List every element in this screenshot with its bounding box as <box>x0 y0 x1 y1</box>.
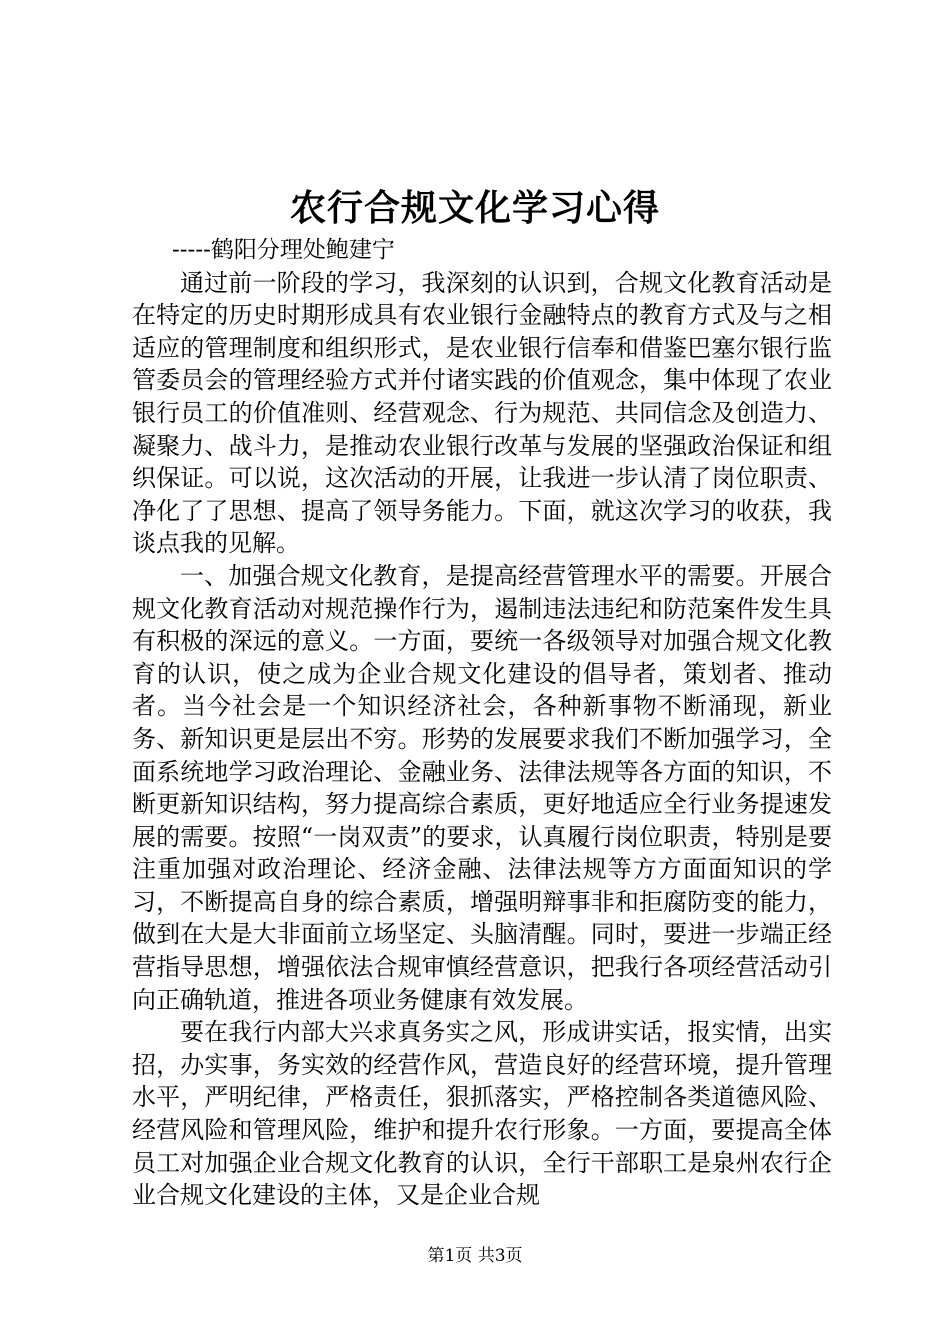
page-footer: 第1页 共3页 <box>427 1246 523 1266</box>
document-body <box>132 234 832 1212</box>
paragraph-section-one: 一、加强合规文化教育，是提高经营管理水平的需要。开展合规文化教育活动对规范操作行为，遏制违法违纪和防范案件发生具有积极的深远的意义。一方面，要统一各级领导对加强合规文化教育的认识，使之成为企业合规文化建设的倡导者，策划者、推动者。当今社会是一个知识经济社会，各种新事物不断涌现，新业务、新知识更是层出不穷。形势的发展要求我们不断加强学习，全面系统地学习政治理论、金融业务、法律法规等各方面的知识，不断更新知识结构，努力提高综合素质，更好地适应全行业务提速发展的需要。按照“一岗双责”的要求，认真履行岗位职责，特别是要注重加强对政治理论、经济金融、法律法规等方方面面知识的学习，不断提高自身的综合素质，增强明辩事非和拒腐防变的能力，做到在大是大非面前立场坚定、头脑清醒。同时，要进一步端正经营指导思想，增强依法合规审慎经营意识，把我行各项经营活动引向正确轨道，推进各项业务健康有效发展。 <box>132 561 832 1014</box>
document-title: 农行合规文化学习心得 <box>289 187 660 229</box>
author-line: -----鹤阳分理处鲍建宁 <box>172 237 395 263</box>
paragraph-intro: 通过前一阶段的学习，我深刻的认识到，合规文化教育活动是在特定的历史时期形成具有农业银行金融特点的教育方式及与之相适应的管理制度和组织形式，是农业银行信奉和借鉴巴塞尔银行监管委员会的管理经验方式并付诸实践的价值观念，集中体现了农业银行员工的价值准则、经营观念、行为规范、共同信念及创造力、凝聚力、战斗力，是推动农业银行改革与发展的坚强政治保证和组织保证。可以说，这次活动的开展，让我进一步认清了岗位职责、净化了了思想、提高了领导务能力。下面，就这次学习的收获，我谈点我的见解。 <box>132 268 832 558</box>
paragraph-section-two: 要在我行内部大兴求真务实之风，形成讲实话，报实情，出实招，办实事，务实效的经营作风，营造良好的经营环境，提升管理水平，严明纪律，严格责任，狠抓落实，严格控制各类道德风险、经营风险和管理风险，维护和提升农行形象。一方面，要提高全体员工对加强企业合规文化教育的认识，全行干部职工是泉州农行企业合规文化建设的主体，又是企业合规 <box>132 1018 832 1210</box>
